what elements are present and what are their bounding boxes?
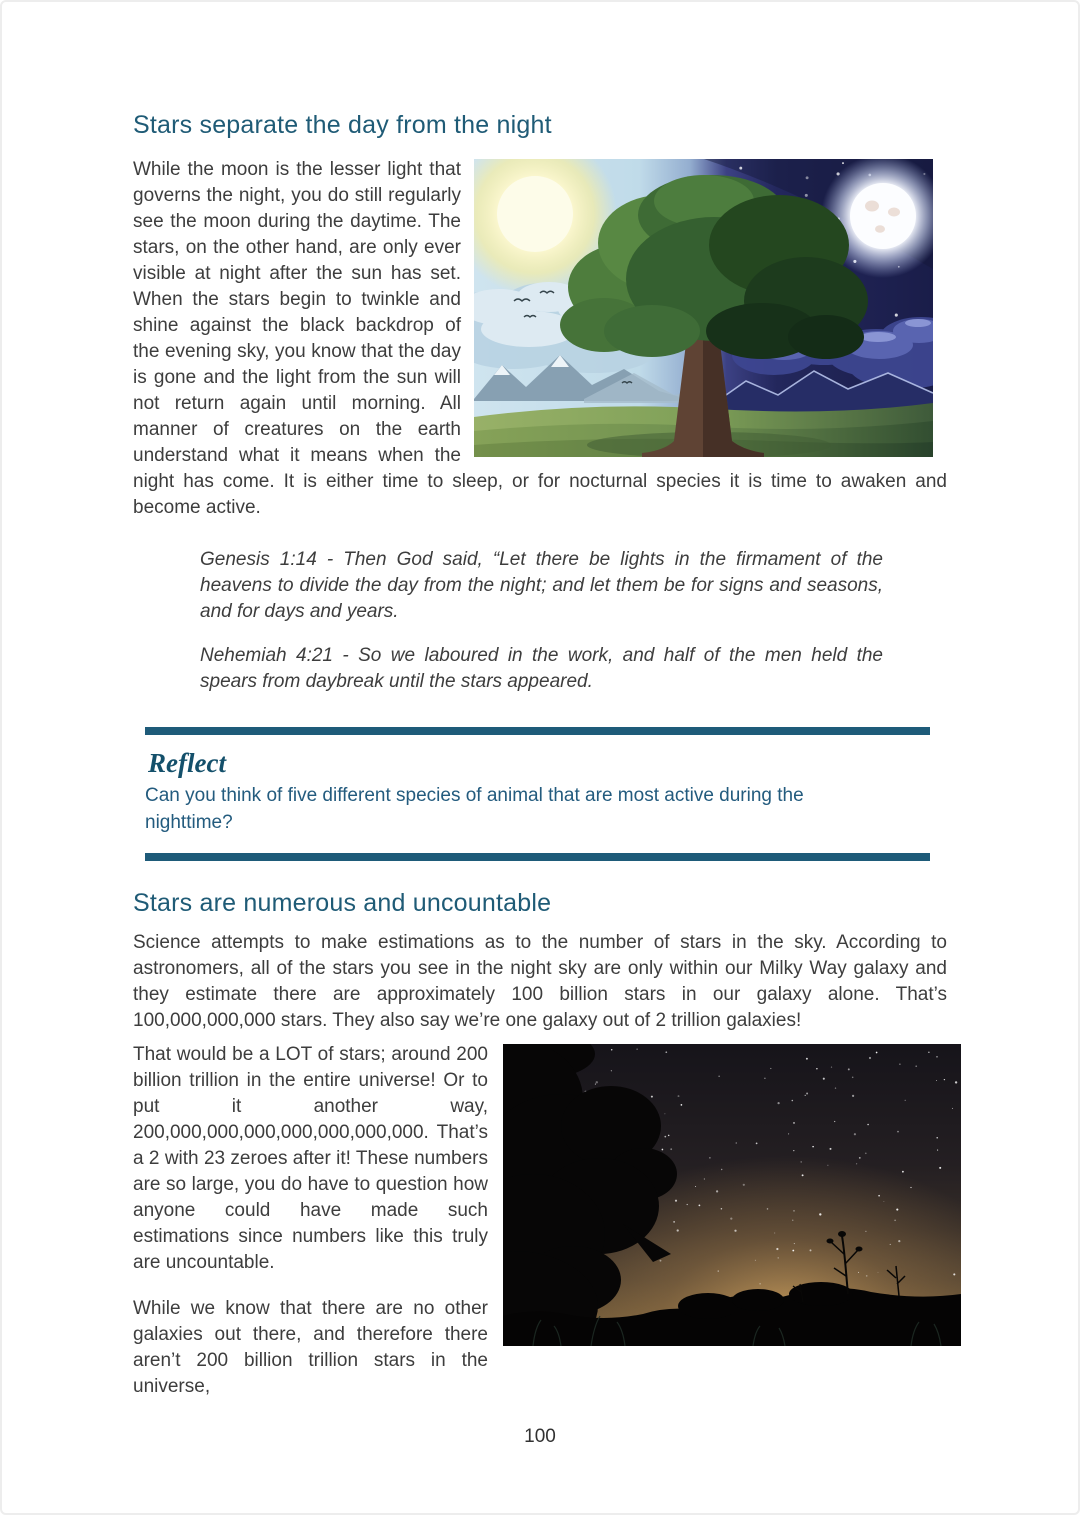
reflect-rule-top	[145, 727, 930, 735]
page-content	[2, 2, 1078, 1448]
day-night-paragraph: While the moon is the lesser light that governs the night, you do still regularly see the moon during the daytime. The stars, on the other hand, are only ever visible at night after the sun has set. When the stars begin to twinkle and shine against the black backdrop of the evening sky, you know that the day is gone and the light from the sun will not return again until morning. All manner of creatures on the earth understand what it means when the night has come. It is either time to sleep, or for nocturnal species it is time to awaken and become active.	[133, 159, 947, 518]
numerous-paragraph-3: While we know that there are no other galaxies out there, and therefore there aren’t 200 billion trillion stars in the universe,	[133, 1298, 488, 1397]
numerous-paragraph-1: Science attempts to make estimations as to the number of stars in the sky. According to astronomers, all of the stars you see in the night sky are only within our Milky Way galaxy and they estimate there are approximately 100 billion stars in our galaxy alone. That’s 100,000,000,000 stars. They also say we’re one galaxy out of 2 trillion galaxies!	[133, 932, 947, 1031]
day-night-illustration-svg	[474, 159, 933, 457]
reflect-title: Reflect	[148, 748, 226, 778]
moon-icon	[850, 183, 916, 249]
day-night-illustration	[474, 159, 933, 457]
reflect-rule-bottom	[145, 853, 930, 861]
page-number: 100	[524, 1426, 556, 1447]
sun-icon	[497, 176, 573, 252]
night-sky-photo	[503, 1044, 961, 1346]
section-heading-numerous: Stars are numerous and uncountable	[133, 889, 552, 917]
section-numerous-body	[133, 1042, 947, 1400]
quote-genesis: Genesis 1:14 - Then God said, “Let there be lights in the firmament of the heavens to divide the day from the night; and let them be for signs and seasons, and for days and years.	[200, 549, 883, 622]
numerous-paragraph-2: That would be a LOT of stars; around 200 billion trillion in the entire universe! Or to put it another way, 200,000,000,000,000,000,000,000. That’s a 2 with 23 zeroes after it! These numbers are so large, you do have to question how anyone could have made such estimations since numbers like this truly are uncountable.	[133, 1044, 488, 1273]
quote-nehemiah: Nehemiah 4:21 - So we laboured in the work, and half of the men held the spears from daybreak until the stars appeared.	[200, 645, 883, 692]
section-heading-day-night: Stars separate the day from the night	[133, 111, 552, 139]
section-day-night-body	[133, 157, 947, 521]
reflect-question: Can you think of five different species of animal that are most active during the nighttime?	[145, 785, 804, 833]
night-sky-photo-svg	[503, 1044, 961, 1346]
